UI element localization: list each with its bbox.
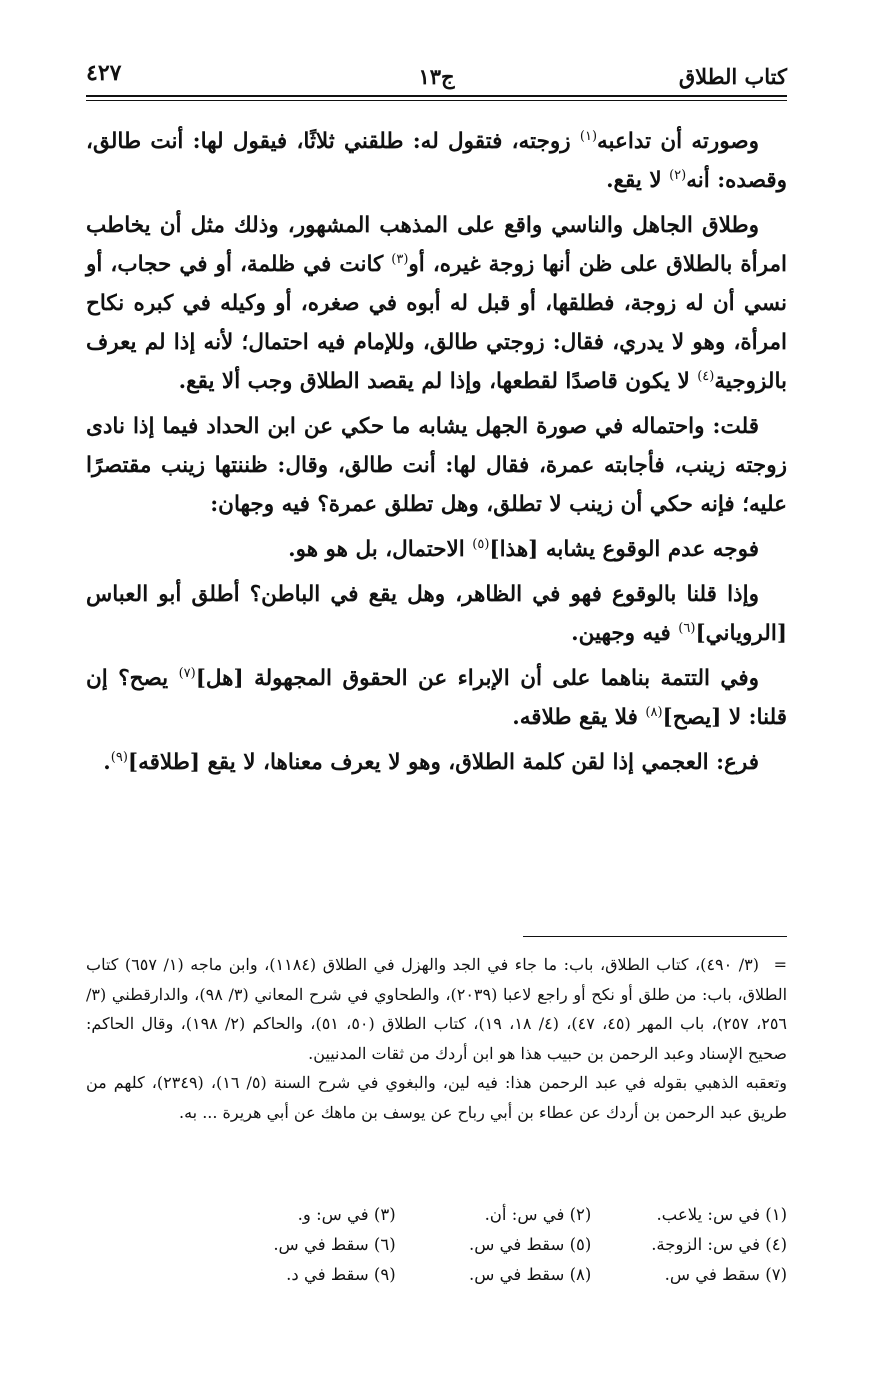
paragraph-text: وفي التتمة بناهما على أن الإبراء عن الحقوق المجهولة [هل]	[195, 666, 759, 691]
citation-notes	[86, 950, 787, 1127]
citation-text: وتعقبه الذهبي بقوله في عبد الرحمن هذا: فيه لين، والبغوي في شرح السنة (٥/ ١٦)، (٢٣٤٩)، كلهم من طريق عبد الرحمن بن أردك عن عطاء بن أبي رباح عن يوسف بن ماهك عن أبي هريرة ... به.	[86, 1073, 788, 1122]
paragraph-text: .	[103, 750, 111, 775]
body-paragraph	[86, 122, 787, 200]
footnote-item: (٦) سقط في س.	[273, 1235, 396, 1254]
page-number: ٤٢٧	[86, 60, 122, 86]
footnote-reference: (٨)	[645, 704, 663, 720]
paragraph-text: فرع: العجمي إذا لقن كلمة الطلاق، وهو لا يعرف معناها، لا يقع [طلاقه]	[127, 750, 759, 775]
footnote-item: (٨) سقط في س.	[468, 1265, 592, 1284]
body-paragraph	[86, 743, 787, 782]
footnote-separator	[523, 936, 787, 937]
footnote-reference: (٦)	[678, 620, 696, 636]
main-text	[86, 122, 787, 788]
body-paragraph	[86, 530, 787, 569]
footnote-list	[210, 1200, 787, 1290]
paragraph-text: لا يقع.	[606, 168, 670, 193]
header-rule-thin	[86, 100, 787, 101]
header-rule-thick	[86, 95, 787, 97]
body-paragraph	[86, 575, 787, 653]
footnote-reference: (٧)	[178, 665, 196, 681]
paragraph-text: الاحتمال، بل هو هو.	[288, 537, 473, 562]
footnote-item: (٣) في س: و.	[297, 1205, 396, 1224]
footnote-reference: (٤)	[697, 368, 715, 384]
footnote-item: (٥) سقط في س.	[468, 1235, 592, 1254]
citation-paragraph	[86, 1068, 787, 1127]
body-paragraph	[86, 206, 787, 401]
paragraph-text: قلت: واحتماله في صورة الجهل يشابه ما حكي عن ابن الحداد فيما إذا نادى زوجته زينب، فأجابته عمرة، فقال لها: أنت طالق، وقال: ظننتها زينب مقتصرًا عليه؛ فإنه حكي أن زينب لا تطلق، وهل تطلق عمرة؟ فيه وجهان:	[86, 414, 787, 517]
footnote-reference: (٩)	[110, 749, 128, 765]
footnote-reference: (٥)	[472, 536, 490, 552]
paragraph-text: وصورته أن تداعبه	[597, 129, 759, 154]
paragraph-text: فيه وجهين.	[571, 621, 679, 646]
footnote-reference: (٣)	[391, 251, 409, 267]
footnote-item: (٢) في س: أن.	[484, 1205, 592, 1224]
footnote-reference: (٢)	[669, 167, 687, 183]
book-title: كتاب الطلاق	[678, 64, 787, 89]
running-header	[86, 58, 787, 92]
footnote-item: (٩) سقط في د.	[286, 1265, 396, 1284]
body-paragraph	[86, 659, 787, 737]
paragraph-text: فلا يقع طلاقه.	[512, 705, 646, 730]
paragraph-text: يصح؟ إن قلنا: لا [يصح]	[86, 666, 787, 730]
body-paragraph	[86, 407, 787, 524]
citation-text: (٣/ ٤٩٠)، كتاب الطلاق، باب: ما جاء في الجد والهزل في الطلاق (١١٨٤)، وابن ماجه (١/ ٦٥٧) كتاب الطلاق، باب: من طلق أو نكح أو راجع لاعبا (٢٠٣٩)، والطحاوي في شرح المعاني (٣/ ٩٨)، والدارقطني (٣/ ٢٥٦، ٢٥٧)، باب المهر (٤٥، ٤٧)، (٤/ ١٨، ١٩)، كتاب الطلاق (٥٠، ٥١)، والحاكم (٢/ ١٩٨)، وقال الحاكم: صحيح الإسناد وعبد الرحمن بن حبيب هذا هو ابن أردك من ثقات المدنيين.	[86, 955, 788, 1063]
footnote-item: (٧) سقط في س.	[664, 1265, 787, 1284]
paragraph-text: وإذا قلنا بالوقوع فهو في الظاهر، وهل يقع في الباطن؟ أطلق أبو العباس [الروياني]	[86, 582, 787, 646]
paragraph-text: وطلاق الجاهل والناسي واقع على المذهب المشهور، وذلك مثل أن يخاطب امرأة بالطلاق على ظن أنها زوجة غيره، أو	[86, 213, 787, 277]
paragraph-text: زوجته، فتقول له: طلقني ثلاثًا، فيقول لها: أنت طالق، وقصده: أنه	[86, 129, 787, 193]
citation-paragraph	[86, 950, 787, 1068]
continuation-mark: =	[773, 955, 788, 974]
volume-label: ج١٣	[418, 64, 455, 89]
footnote-reference: (١)	[579, 128, 598, 144]
paragraph-text: لا يكون قاصدًا لقطعها، وإذا لم يقصد الطلاق وجب ألا يقع.	[178, 369, 698, 394]
paragraph-text: كانت في ظلمة، أو في حجاب، أو نسي أن له زوجة، فطلقها، أو قبل له أبوه في صغره، أو وكيله في كبره نكاح امرأة، وهو لا يدري، فقال: زوجتي طالق، وللإمام فيه احتمال؛ لأنه إذا لم يعرف بالزوجية	[86, 252, 787, 394]
paragraph-text: فوجه عدم الوقوع يشابه [هذا]	[489, 537, 759, 562]
footnote-item: (١) في س: يلاعب.	[656, 1205, 787, 1224]
footnote-item: (٤) في س: الزوجة.	[651, 1235, 787, 1254]
